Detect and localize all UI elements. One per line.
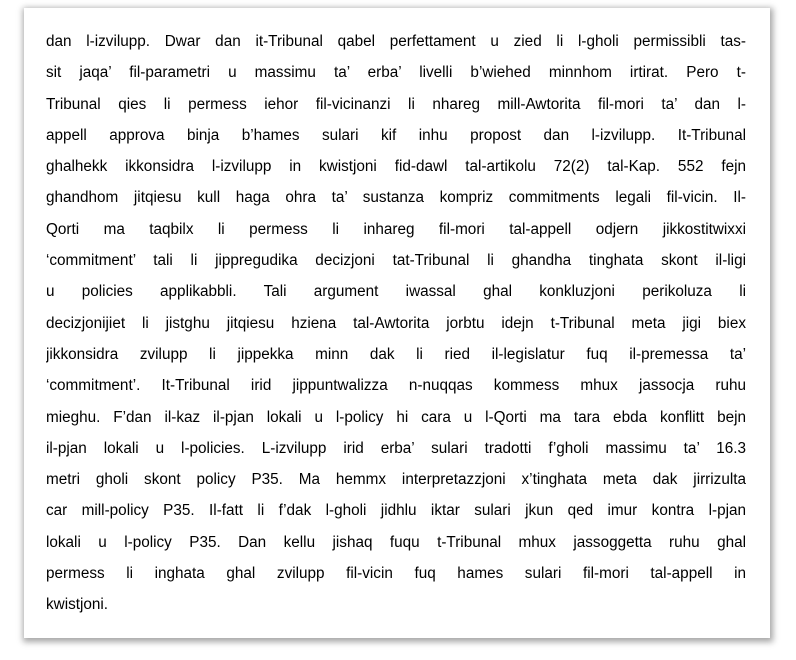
paragraph-line: mieghu. F’dan il-kaz il-pjan lokali u l-policy hi cara u l-Qorti ma tara ebda konflitt bejn: [46, 408, 746, 426]
paragraph-line: decizjonijiet li jistghu jitqiesu hziena tal-Awtorita jorbtu idejn t-Tribunal meta jigi biex: [46, 314, 746, 332]
paragraph-line: lokali u l-policy P35. Dan kellu jishaq fuqu t-Tribunal mhux jassoggetta ruhu ghal: [46, 533, 746, 551]
paragraph-line: dan l-izvilupp. Dwar dan it-Tribunal qabel perfettament u zied li l-gholi permissibli tas-: [46, 33, 746, 50]
paragraph-line: u policies applikabbli. Tali argument iwassal ghal konkluzjoni perikoluza li: [46, 283, 746, 301]
paragraph-line: permess li inghata ghal zvilupp fil-vicin fuq hames sulari fil-mori tal-appell in: [46, 565, 746, 583]
paragraph-line: kwistjoni.: [46, 596, 109, 614]
paragraph-line: ‘commitment’ tali li jippregudika decizjoni tat-Tribunal li ghandha tinghata skont il-ligi: [46, 252, 746, 270]
paragraph-line: appell approva binja b’hames sulari kif inhu propost dan l-izvilupp. It-Tribunal: [46, 126, 746, 144]
document-page: [24, 8, 770, 638]
paragraph-line: jikkonsidra zvilupp li jippekka minn dak li ried il-legislatur fuq il-premessa ta’: [46, 345, 746, 363]
paragraph-line: ghalhekk ikkonsidra l-izvilupp in kwistjoni fid-dawl tal-artikolu 72(2) tal-Kap. 552 fejn: [46, 158, 746, 176]
document-paragraph: [46, 26, 746, 621]
paragraph-line: ‘commitment’. It-Tribunal irid jippuntwalizza n-nuqqas kommess mhux jassocja ruhu: [46, 377, 746, 395]
paragraph-line: sit jaqa’ fil-parametri u massimu ta’ erba’ livelli b’wiehed minnhom irtirat. Pero t-: [46, 64, 746, 82]
paragraph-line: car mill-policy P35. Il-fatt li f’dak l-gholi jidhlu iktar sulari jkun qed imur kontra l-pjan: [46, 502, 746, 520]
paragraph-line: Qorti ma taqbilx li permess li inhareg fil-mori tal-appell odjern jikkostitwixxi: [46, 220, 746, 238]
paragraph-line: Tribunal qies li permess iehor fil-vicinanzi li nhareg mill-Awtorita fil-mori ta’ dan l-: [46, 95, 746, 113]
paragraph-line: metri gholi skont policy P35. Ma hemmx interpretazzjoni x’tinghata meta dak jirrizulta: [46, 471, 746, 489]
paragraph-line: il-pjan lokali u l-policies. L-izvilupp irid erba’ sulari tradotti f’gholi massimu ta’ 16.3: [46, 439, 746, 457]
paragraph-line: ghandhom jitqiesu kull haga ohra ta’ sustanza kompriz commitments legali fil-vicin. Il-: [46, 189, 746, 207]
